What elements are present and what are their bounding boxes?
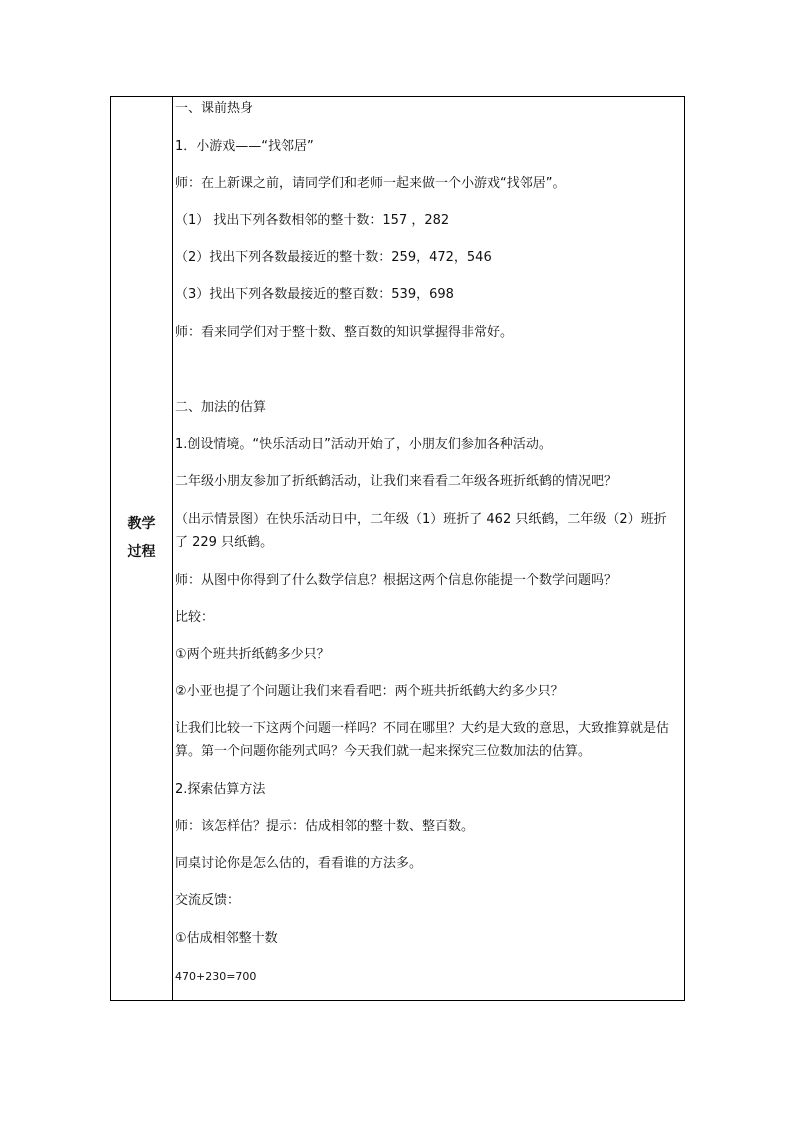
- section-label-cell: [111, 97, 173, 1000]
- list-item: ①估成相邻整十数: [175, 931, 278, 946]
- paragraph: 同桌讨论你是怎么估的，看看谁的方法多。: [175, 856, 423, 871]
- paragraph: 比较：: [175, 610, 215, 625]
- paragraph: 让我们比较一下这两个问题一样吗？不同在哪里？大约是大致的意思，大致推算就是估算。第一个问题你能列式吗？今天我们就一起来探究三位数加法的估算。: [175, 721, 670, 759]
- paragraph: 1.创设情境。“快乐活动日”活动开始了，小朋友们参加各种活动。: [175, 437, 552, 452]
- paragraph: 师：从图中你得到了什么数学信息？根据这两个信息你能提一个数学问题吗？: [175, 573, 618, 588]
- list-item: ②小亚也提了个问题让我们来看看吧：两个班共折纸鹤大约多少只？: [175, 684, 564, 699]
- paragraph: 师：看来同学们对于整十数、整百数的知识掌握得非常好。: [175, 325, 514, 340]
- paragraph: 师：该怎样估？提示：估成相邻的整十数、整百数。: [175, 819, 475, 834]
- game-title: 1．小游戏——“找邻居”: [175, 139, 314, 154]
- exercise-item: （2）找出下列各数最接近的整十数：259，472，546: [175, 250, 492, 265]
- exercise-item: （3）找出下列各数最接近的整百数：539，698: [175, 287, 454, 302]
- paragraph: 师：在上新课之前，请同学们和老师一起来做一个小游戏“找邻居”。: [175, 176, 566, 191]
- subheading-explore: 2.探索估算方法: [175, 782, 266, 797]
- exercise-item: （1） 找出下列各数相邻的整十数：157 ，282: [175, 213, 450, 228]
- paragraph: 二年级小朋友参加了折纸鹤活动，让我们来看看二年级各班折纸鹤的情况吧？: [175, 474, 618, 489]
- equation: 470+230=700: [175, 970, 257, 983]
- section-label: [111, 510, 172, 566]
- paragraph: （出示情景图）在快乐活动日中，二年级（1）班折了 462 只纸鹤，二年级（2）班折了 229 只纸鹤。: [175, 512, 667, 550]
- list-item: ①两个班共折纸鹤多少只？: [175, 647, 330, 662]
- heading-warmup: 一、课前热身: [175, 101, 254, 116]
- section-label-line-2: 过程: [127, 544, 156, 560]
- section-label-line-1: 教学: [127, 516, 156, 532]
- heading-addition-estimation: 二、加法的估算: [175, 400, 267, 415]
- paragraph: 交流反馈：: [175, 893, 241, 908]
